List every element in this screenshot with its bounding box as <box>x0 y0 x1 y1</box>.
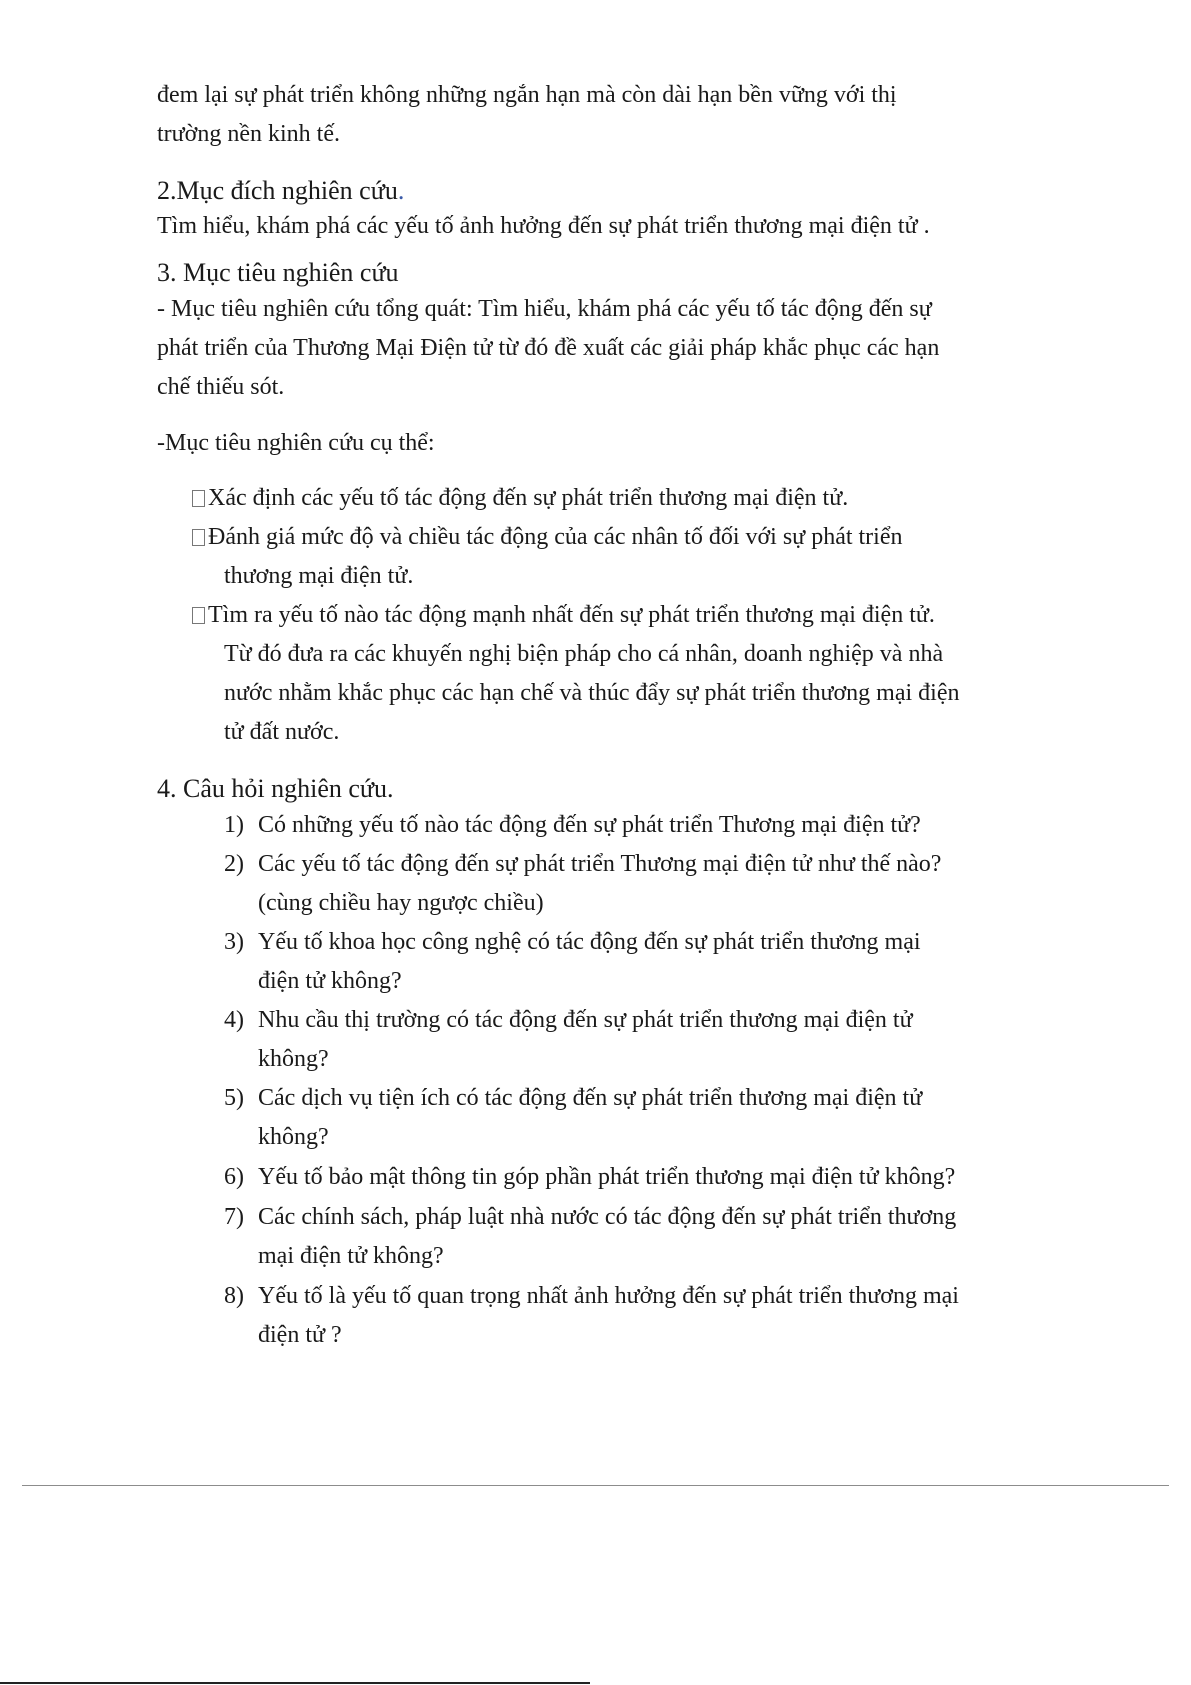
question-4 <box>224 1001 1044 1079</box>
question-8 <box>224 1277 1044 1355</box>
question-number: 6) <box>224 1164 244 1190</box>
question-5-line-2: không? <box>258 1124 329 1150</box>
checkbox-square-icon <box>192 529 205 546</box>
general-objective-line-3: chế thiếu sót. <box>157 374 285 400</box>
question-5 <box>224 1079 1044 1157</box>
question-3-line-2: điện tử không? <box>258 968 402 994</box>
checkbox-square-icon <box>192 607 205 624</box>
bullet-2-line-1: Đánh giá mức độ và chiều tác động của các nhân tố đối với sự phát triển <box>208 524 903 550</box>
section-2-heading-dot: . <box>397 176 405 205</box>
question-3-line-1: Yếu tố khoa học công nghệ có tác động đến sự phát triển thương mại <box>258 929 921 955</box>
intro-line-2: trường nền kinh tế. <box>157 121 340 147</box>
question-number: 8) <box>224 1283 244 1309</box>
section-2-heading-text: 2.Mục đích nghiên cứu <box>157 176 398 205</box>
question-number: 4) <box>224 1007 244 1033</box>
question-8-line-2: điện tử ? <box>258 1322 342 1348</box>
intro-line-1: đem lại sự phát triển không những ngắn hạn mà còn dài hạn bền vững với thị <box>157 82 897 108</box>
intro-paragraph <box>157 76 1037 154</box>
page-divider <box>22 1485 1169 1486</box>
question-6 <box>224 1158 1044 1197</box>
bullet-3-line-4: tử đất nước. <box>224 719 340 745</box>
bullet-2-line-2: thương mại điện tử. <box>224 563 414 589</box>
question-4-line-1: Nhu cầu thị trường có tác động đến sự phát triển thương mại điện tử <box>258 1007 913 1033</box>
bullet-3-line-2: Từ đó đưa ra các khuyến nghị biện pháp cho cá nhân, doanh nghiệp và nhà <box>224 641 944 667</box>
question-5-line-1: Các dịch vụ tiện ích có tác động đến sự phát triển thương mại điện tử <box>258 1085 923 1111</box>
section-2-heading <box>157 174 404 208</box>
question-number: 5) <box>224 1085 244 1111</box>
section-4-heading: 4. Câu hỏi nghiên cứu. <box>157 774 394 803</box>
question-2-line-1: Các yếu tố tác động đến sự phát triển Thương mại điện tử như thế nào? <box>258 851 942 877</box>
bullet-3-line-3: nước nhằm khắc phục các hạn chế và thúc đẩy sự phát triển thương mại điện <box>224 680 960 706</box>
question-2-line-2: (cùng chiều hay ngược chiều) <box>258 890 544 916</box>
bullet-1-line-1: Xác định các yếu tố tác động đến sự phát triển thương mại điện tử. <box>208 485 849 511</box>
footnote-separator <box>0 1682 590 1684</box>
objective-bullet-1 <box>192 479 1032 518</box>
section-2-text: Tìm hiểu, khám phá các yếu tố ảnh hưởng đến sự phát triển thương mại điện tử . <box>157 213 930 239</box>
question-3 <box>224 923 1044 1001</box>
checkbox-square-icon <box>192 490 205 507</box>
question-number: 7) <box>224 1204 244 1230</box>
objective-bullet-3 <box>192 596 1032 752</box>
question-number: 2) <box>224 851 244 877</box>
question-8-line-1: Yếu tố là yếu tố quan trọng nhất ảnh hưởng đến sự phát triển thương mại <box>258 1283 959 1309</box>
question-4-line-2: không? <box>258 1046 329 1072</box>
general-objective-line-1: - Mục tiêu nghiên cứu tổng quát: Tìm hiểu, khám phá các yếu tố tác động đến sự <box>157 296 932 322</box>
general-objective-paragraph <box>157 290 1037 407</box>
question-number: 1) <box>224 812 244 838</box>
question-1 <box>224 806 1044 845</box>
section-3-heading: 3. Mục tiêu nghiên cứu <box>157 258 399 287</box>
general-objective-line-2: phát triển của Thương Mại Điện tử từ đó đề xuất các giải pháp khắc phục các hạn <box>157 335 940 361</box>
question-2 <box>224 845 1044 923</box>
bullet-3-line-1: Tìm ra yếu tố nào tác động mạnh nhất đến sự phát triển thương mại điện tử. <box>208 602 935 628</box>
question-7-line-2: mại điện tử không? <box>258 1243 444 1269</box>
question-7 <box>224 1198 1044 1276</box>
specific-objective-label: -Mục tiêu nghiên cứu cụ thể: <box>157 430 435 456</box>
objective-bullet-2 <box>192 518 1032 596</box>
question-6-line-1: Yếu tố bảo mật thông tin góp phần phát triển thương mại điện tử không? <box>258 1164 956 1190</box>
question-7-line-1: Các chính sách, pháp luật nhà nước có tác động đến sự phát triển thương <box>258 1204 957 1230</box>
question-1-line-1: Có những yếu tố nào tác động đến sự phát triển Thương mại điện tử? <box>258 812 921 838</box>
question-number: 3) <box>224 929 244 955</box>
